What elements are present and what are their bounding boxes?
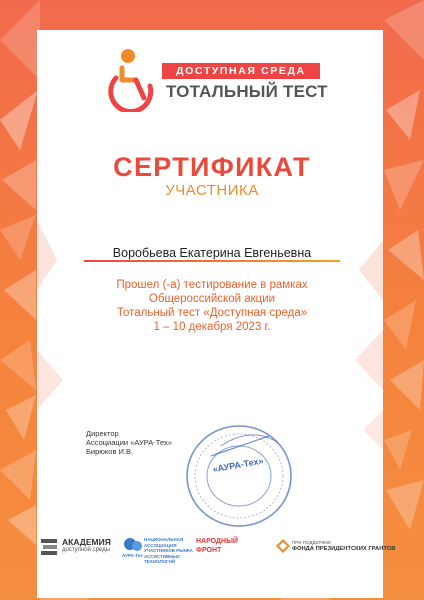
academy-subtitle: доступной среды — [62, 547, 110, 553]
academy-icon — [40, 537, 60, 557]
front-line2: ФРОНТ — [196, 547, 222, 554]
aura-tech-text: НАЦИОНАЛЬНАЯ АССОЦИАЦИЯ УЧАСТНИКОВ РЫНКА АССИСТИВНЫХ ТЕХНОЛОГИЙ — [144, 537, 193, 564]
grants-line2: ФОНДА ПРЕЗИДЕНТСКИХ ГРАНТОВ — [292, 546, 396, 552]
partner-aura-tech — [122, 532, 193, 564]
signature-name: Бирюков И.В. — [86, 447, 134, 456]
signature-position: Директор — [86, 429, 119, 438]
body-line: Общероссийской акции — [148, 293, 276, 305]
name-underline — [84, 260, 340, 262]
partner-academy — [40, 532, 118, 560]
body-line: Тотальный тест «Доступная среда» — [116, 307, 308, 319]
academy-title: АКАДЕМИЯ — [62, 537, 111, 547]
aura-tech-short: АУРА-Тех — [122, 553, 143, 558]
accessibility-figure-icon — [106, 46, 164, 112]
grants-line1: ПРИ ПОДДЕРЖКЕ — [292, 540, 332, 545]
logo-title-line2: ТОТАЛЬНЫЙ ТЕСТ — [166, 82, 328, 101]
partner-grants-fund — [276, 532, 396, 560]
grants-icon — [276, 539, 290, 553]
signature-block — [86, 429, 172, 456]
logo-title-line1: ДОСТУПНАЯ СРЕДА — [162, 63, 320, 79]
signature-organization: Ассоциации «АУРА-Тех» — [86, 438, 172, 447]
front-line1: НАРОДНЫЙ — [196, 538, 238, 545]
certificate-subtitle: УЧАСТНИКА — [165, 182, 259, 199]
stamp-center-text: «АУРА-Тех» — [211, 455, 265, 475]
certificate-body — [0, 278, 424, 334]
certificate-title: СЕРТИФИКАТ — [113, 152, 311, 182]
event-logo — [106, 46, 328, 112]
body-line: 1 – 10 декабря 2023 г. — [153, 321, 271, 333]
body-line: Прошел (-а) тестирование в рамках — [116, 279, 308, 291]
partners-row — [40, 532, 396, 564]
recipient-name: Воробьева Екатерина Евгеньевна — [112, 246, 312, 260]
partner-people-front — [194, 532, 246, 560]
